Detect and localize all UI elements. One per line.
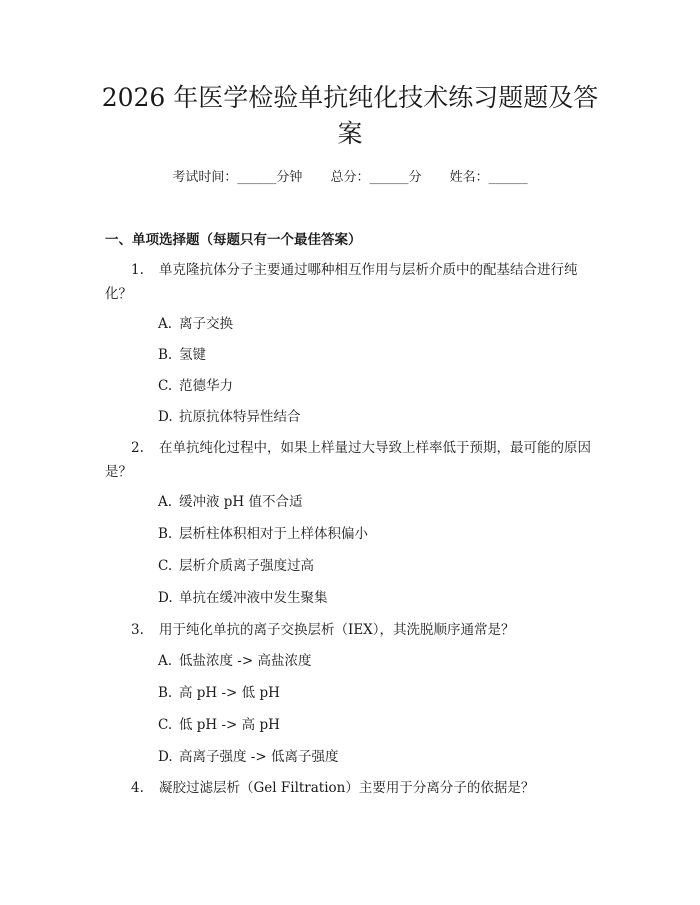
question-number: 3. bbox=[131, 622, 144, 638]
total-score-field: 总分：______分 bbox=[330, 170, 422, 185]
option-letter: C. bbox=[158, 378, 173, 394]
exam-time-field: 考试时间：______分钟 bbox=[172, 170, 303, 185]
option-text: 低 pH -> 高 pH bbox=[179, 717, 280, 733]
option-letter: C. bbox=[158, 558, 173, 574]
option-text: 抗原抗体特异性结合 bbox=[179, 409, 301, 425]
option-letter: D. bbox=[158, 749, 173, 765]
option-text: 高离子强度 -> 低离子强度 bbox=[179, 749, 339, 765]
name-field: 姓名：______ bbox=[449, 170, 528, 185]
question-text: 单克隆抗体分子主要通过哪种相互作用与层析介质中的配基结合进行纯化？ bbox=[105, 262, 578, 302]
option-text: 氢键 bbox=[179, 347, 206, 363]
question-text: 用于纯化单抗的离子交换层析（IEX），其洗脱顺序通常是？ bbox=[159, 622, 515, 638]
question-1 bbox=[105, 258, 600, 306]
question-number: 4. bbox=[131, 780, 144, 796]
option-text: 范德华力 bbox=[179, 378, 233, 394]
option-3a bbox=[158, 651, 311, 671]
option-letter: B. bbox=[158, 526, 173, 542]
option-1b bbox=[158, 345, 206, 365]
question-3 bbox=[105, 618, 600, 642]
question-text: 凝胶过滤层析（Gel Filtration）主要用于分离分子的依据是？ bbox=[159, 780, 535, 796]
option-1a bbox=[158, 314, 233, 334]
option-2c bbox=[158, 556, 314, 576]
document-title: 2026 年医学检验单抗纯化技术练习题题及答案 bbox=[101, 83, 599, 148]
option-1d bbox=[158, 407, 301, 427]
option-3c bbox=[158, 715, 280, 735]
option-letter: C. bbox=[158, 717, 173, 733]
section-heading: 一、单项选择题（每题只有一个最佳答案） bbox=[105, 232, 362, 248]
question-number: 2. bbox=[131, 440, 144, 456]
option-letter: D. bbox=[158, 409, 173, 425]
option-text: 单抗在缓冲液中发生聚集 bbox=[179, 590, 328, 606]
option-text: 缓冲液 pH 值不合适 bbox=[179, 494, 303, 510]
option-letter: A. bbox=[158, 316, 173, 332]
option-2a bbox=[158, 492, 303, 512]
option-text: 高 pH -> 低 pH bbox=[179, 685, 280, 701]
option-letter: D. bbox=[158, 590, 173, 606]
option-2b bbox=[158, 524, 368, 544]
option-letter: B. bbox=[158, 685, 173, 701]
question-2 bbox=[105, 436, 600, 484]
option-3d bbox=[158, 747, 338, 767]
option-text: 层析柱体积相对于上样体积偏小 bbox=[179, 526, 368, 542]
question-4 bbox=[105, 776, 600, 800]
option-text: 低盐浓度 -> 高盐浓度 bbox=[179, 653, 312, 669]
option-2d bbox=[158, 588, 328, 608]
option-3b bbox=[158, 683, 280, 703]
exam-info bbox=[0, 168, 700, 188]
question-text: 在单抗纯化过程中，如果上样量过大导致上样率低于预期，最可能的原因是？ bbox=[105, 440, 591, 480]
option-letter: A. bbox=[158, 653, 173, 669]
option-text: 离子交换 bbox=[179, 316, 233, 332]
option-1c bbox=[158, 376, 233, 396]
question-number: 1. bbox=[131, 262, 144, 278]
option-letter: B. bbox=[158, 347, 173, 363]
option-text: 层析介质离子强度过高 bbox=[179, 558, 314, 574]
option-letter: A. bbox=[158, 494, 173, 510]
